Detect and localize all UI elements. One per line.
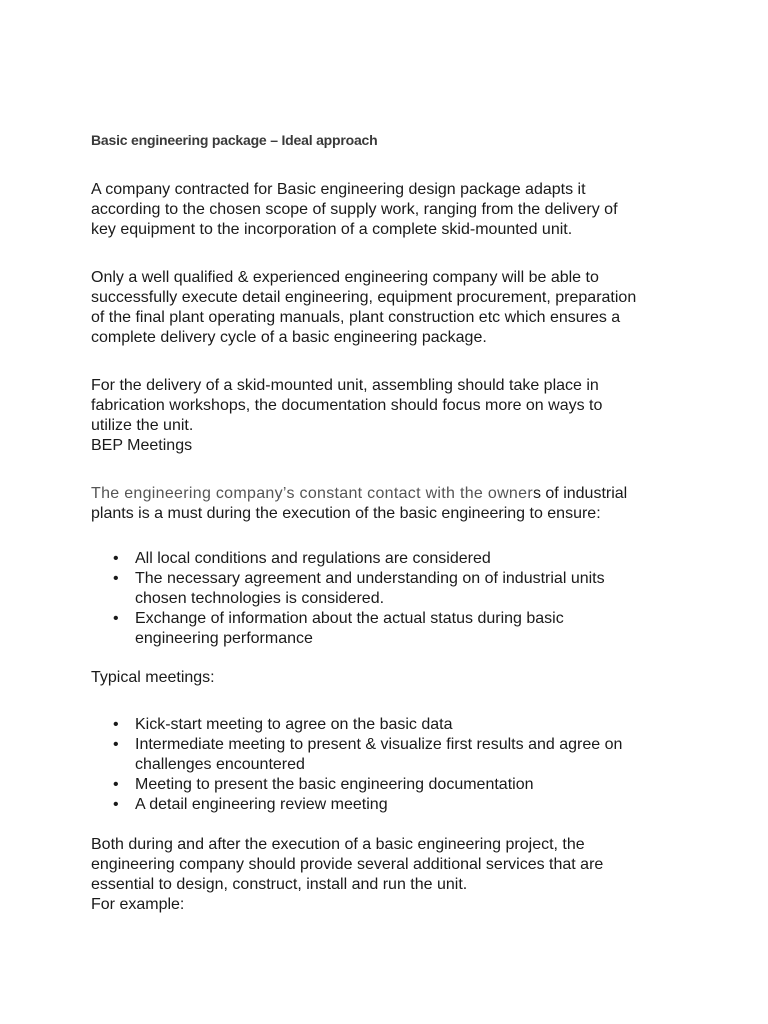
list-item-text: challenges encountered	[135, 756, 305, 773]
text-line: successfully execute detail engineering, equipment procurement, preparation	[91, 289, 637, 306]
bullet-icon: •	[113, 736, 119, 753]
text-line: A company contracted for Basic engineering design package adapts it	[91, 181, 586, 198]
list-item-text: A detail engineering review meeting	[135, 796, 388, 813]
text-line: of the final plant operating manuals, plant construction etc which ensures a	[91, 309, 621, 326]
text-line: according to the chosen scope of supply work, ranging from the delivery of	[91, 201, 618, 218]
text-line: For the delivery of a skid-mounted unit, assembling should take place in	[91, 377, 599, 394]
section-subheading: BEP Meetings	[91, 437, 193, 454]
list-item	[91, 715, 622, 735]
text-line: engineering company should provide several additional services that are	[91, 856, 604, 873]
list-item-text: Intermediate meeting to present & visualize first results and agree on	[135, 736, 623, 753]
text-line: Typical meetings:	[91, 669, 215, 686]
text-line: plants is a must during the execution of the basic engineering to ensure:	[91, 505, 601, 522]
list-item-text: Kick-start meeting to agree on the basic data	[135, 716, 453, 733]
bullet-icon: •	[113, 776, 119, 793]
text-line: Only a well qualified & experienced engineering company will be able to	[91, 269, 599, 286]
list-item	[91, 775, 622, 795]
paragraph-qualification	[91, 268, 691, 348]
bullet-icon: •	[113, 550, 119, 567]
text-line: key equipment to the incorporation of a complete skid-mounted unit.	[91, 221, 573, 238]
paragraph-owner-contact	[91, 484, 691, 524]
list-item	[91, 735, 622, 775]
bullet-icon: •	[113, 570, 119, 587]
list-item	[91, 569, 605, 609]
text-line: essential to design, construct, install and run the unit.	[91, 876, 468, 893]
bullet-icon: •	[113, 610, 119, 627]
list-item-text: All local conditions and regulations are considered	[135, 550, 491, 567]
list-item-text: chosen technologies is considered.	[135, 590, 385, 607]
list-item-text: Meeting to present the basic engineering documentation	[135, 776, 534, 793]
bullet-icon: •	[113, 716, 119, 733]
document-heading: Basic engineering package – Ideal approach	[91, 132, 378, 148]
text-line	[91, 484, 691, 504]
paragraph-additional-services	[91, 835, 691, 915]
text-span-light: The engineering company’s constant contact with the owner	[91, 485, 533, 502]
paragraph-skid-delivery	[91, 376, 691, 456]
list-item	[91, 549, 605, 569]
bullet-list-meetings	[91, 715, 622, 815]
list-item	[91, 609, 605, 649]
typical-meetings-label	[91, 668, 691, 688]
list-item-text: engineering performance	[135, 630, 313, 647]
text-line: complete delivery cycle of a basic engineering package.	[91, 329, 487, 346]
text-line: fabrication workshops, the documentation should focus more on ways to	[91, 397, 603, 414]
bullet-icon: •	[113, 796, 119, 813]
list-item	[91, 795, 622, 815]
text-line: For example:	[91, 896, 185, 913]
text-span: s of industrial	[532, 485, 628, 502]
text-line: utilize the unit.	[91, 417, 194, 434]
paragraph-intro	[91, 180, 691, 240]
list-item-text: Exchange of information about the actual status during basic	[135, 610, 564, 627]
bullet-list-conditions	[91, 549, 605, 649]
text-line: Both during and after the execution of a basic engineering project, the	[91, 836, 585, 853]
list-item-text: The necessary agreement and understanding on of industrial units	[135, 570, 605, 587]
